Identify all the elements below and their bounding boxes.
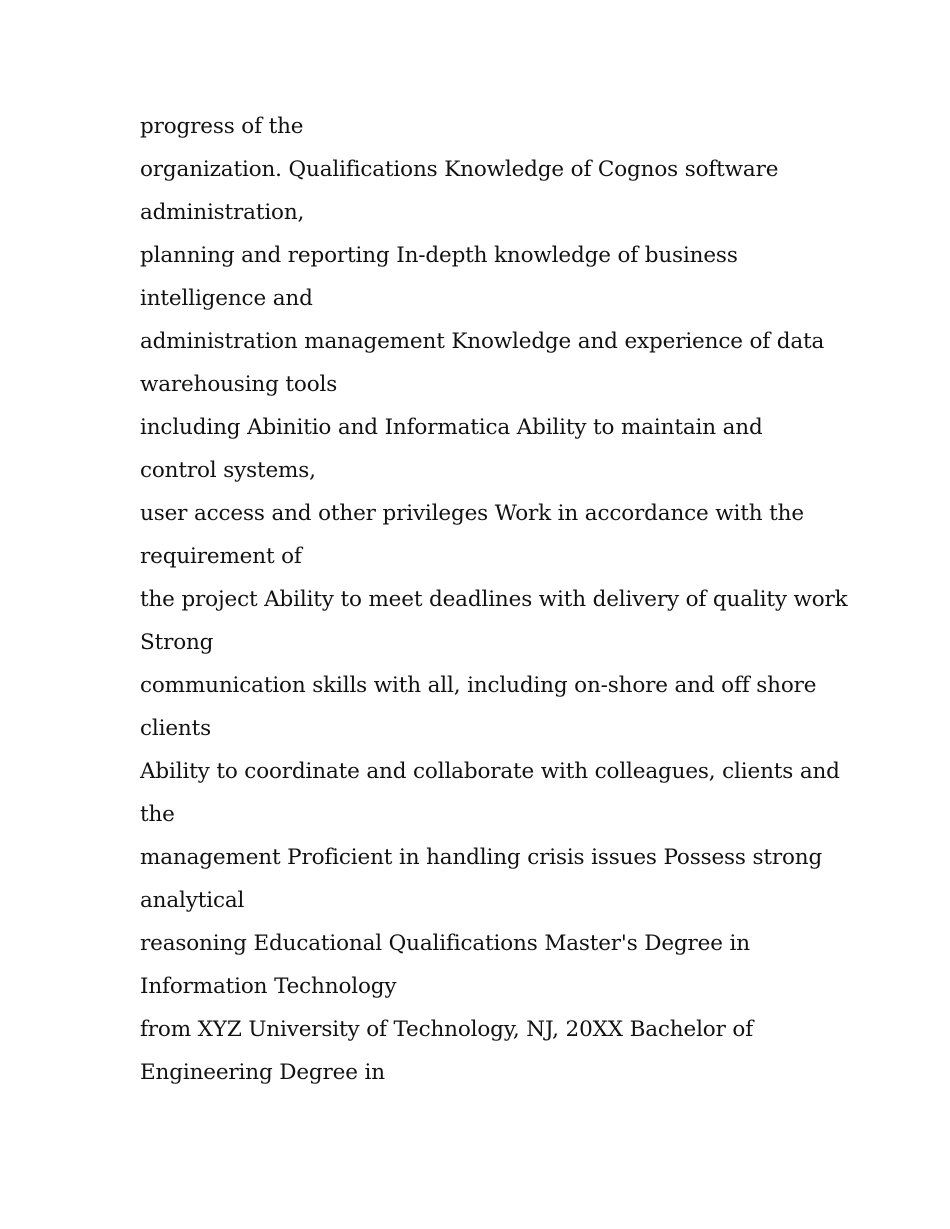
text-line: intelligence and xyxy=(140,286,313,311)
text-line: reasoning Educational Qualifications Master's Degree in xyxy=(140,931,750,956)
text-line: control systems, xyxy=(140,458,316,483)
text-line: analytical xyxy=(140,888,245,913)
text-line: Ability to coordinate and collaborate with colleagues, clients and xyxy=(140,759,840,784)
text-line: management Proficient in handling crisis issues Possess strong xyxy=(140,845,823,870)
text-line: planning and reporting In-depth knowledge of business xyxy=(140,243,738,268)
text-line: warehousing tools xyxy=(140,372,338,397)
text-line: communication skills with all, including on-shore and off shore xyxy=(140,673,817,698)
text-line: clients xyxy=(140,716,211,741)
text-line: user access and other privileges Work in accordance with the xyxy=(140,501,804,526)
text-line: organization. Qualifications Knowledge of Cognos software xyxy=(140,157,779,182)
text-line: including Abinitio and Informatica Ability to maintain and xyxy=(140,415,763,440)
text-line: administration management Knowledge and experience of data xyxy=(140,329,825,354)
text-line: Engineering Degree in xyxy=(140,1060,385,1085)
text-line: progress of the xyxy=(140,114,304,139)
text-line: requirement of xyxy=(140,544,302,569)
document-body-text xyxy=(140,105,848,1094)
text-line: the xyxy=(140,802,175,827)
text-line: from XYZ University of Technology, NJ, 20XX Bachelor of xyxy=(140,1017,754,1042)
text-line: the project Ability to meet deadlines with delivery of quality work xyxy=(140,587,848,612)
text-line: Strong xyxy=(140,630,214,655)
text-line: Information Technology xyxy=(140,974,397,999)
text-line: administration, xyxy=(140,200,305,225)
